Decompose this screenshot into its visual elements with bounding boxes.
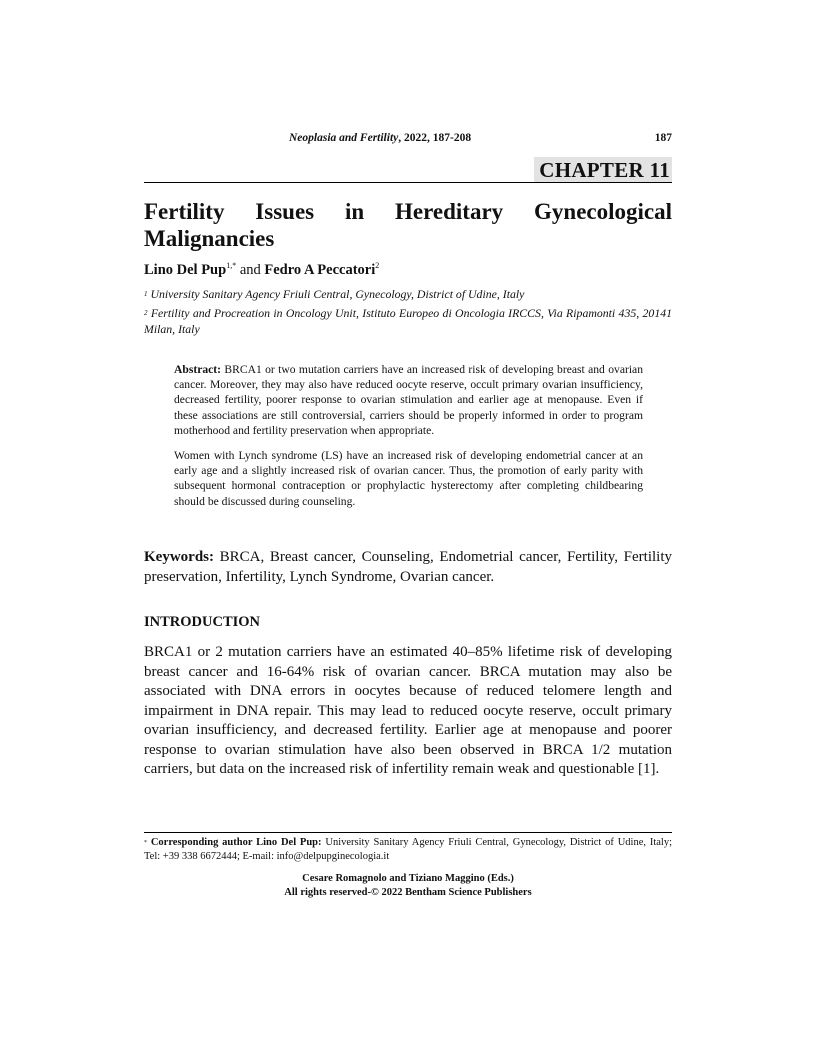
author-connector: and <box>236 262 265 278</box>
author-superscript: 2 <box>375 261 380 270</box>
journal-citation-details: , 2022, 187-208 <box>398 132 472 144</box>
journal-name: Neoplasia and Fertility <box>289 132 399 144</box>
abstract-text: BRCA1 or two mutation carriers have an increased risk of developing breast and ovarian cancer. Moreover, they may also have reduced oocyte reserve, occult primary ovarian insufficiency, decreased fertility, poorer response to ovarian stimulation and earlier age at menopause. Even if these associations are still controversial, carriers should be properly informed in order to program motherhood and fertility preservation when appropriate. <box>174 363 643 437</box>
author-name: Fedro A Peccatori <box>264 262 376 278</box>
keywords <box>144 548 672 587</box>
abstract <box>174 362 643 519</box>
keywords-text: BRCA, Breast cancer, Counseling, Endometrial cancer, Fertility, Fertility preservation, Infertility, Lynch Syndrome, Ovarian cancer. <box>144 549 672 585</box>
header-rule <box>144 182 672 183</box>
affiliation-number: 2 <box>144 309 148 317</box>
chapter-label-container <box>534 157 672 182</box>
affiliation <box>144 286 672 302</box>
footnote-text: University Sanitary Agency Friuli Central, Gynecology, District of Udine, Italy; Tel: +39 338 6672444; E-mail: info@delpupginecologia.it <box>144 837 672 862</box>
footnote-label: Corresponding author Lino Del Pup: <box>150 837 322 848</box>
abstract-label: Abstract: <box>174 363 222 376</box>
footnote-marker: * <box>144 840 147 846</box>
affiliation-number: 1 <box>144 290 148 298</box>
body-paragraph: BRCA1 or 2 mutation carriers have an estimated 40–85% lifetime risk of developing breast cancer and 16-64% risk of ovarian cancer. BRCA mutation may also be associated with DNA errors in oocytes because of reduced telomere length and impairment in DNA repair. This may lead to reduced oocyte reserve, occult primary ovarian insufficiency, and decreased fertility. Earlier age at menopause and poorer response to ovarian stimulation have also been observed in BRCA 1/2 mutation carriers, but data on the increased risk of infertility remain weak and questionable [1]. <box>144 644 672 777</box>
affiliation-text: Fertility and Procreation in Oncology Unit, Istituto Europeo di Oncologia IRCCS, Via Ripamonti 435, 20141 Milan, Italy <box>144 306 673 336</box>
abstract-paragraph <box>174 362 643 438</box>
abstract-paragraph: Women with Lynch syndrome (LS) have an increased risk of developing endometrial cancer at an early age and a slightly increased risk of ovarian cancer. Thus, the promotion of early parity with subsequent hormonal contraception or prophylactic hysterectomy after completing childbearing should be discussed during counseling. <box>174 449 643 508</box>
affiliation-text: University Sanitary Agency Friuli Central, Gynecology, District of Udine, Italy <box>150 287 525 301</box>
affiliation <box>144 305 672 337</box>
footnote <box>144 836 672 864</box>
keywords-label: Keywords: <box>144 549 214 565</box>
section-heading: INTRODUCTION <box>144 614 261 630</box>
editors-line: Cesare Romagnolo and Tiziano Maggino (Eds.) <box>302 873 514 884</box>
introduction-body <box>144 643 672 780</box>
chapter-label: CHAPTER 11 <box>534 157 672 182</box>
author-name: Lino Del Pup <box>144 262 227 278</box>
chapter-title: Fertility Issues in Hereditary Gynecological Malignancies <box>144 199 672 251</box>
author-superscript: 1,* <box>226 261 237 270</box>
colophon <box>144 872 672 899</box>
page-number: 187 <box>654 132 672 144</box>
rights-line: All rights reserved-© 2022 Bentham Science Publishers <box>284 886 532 898</box>
journal-citation <box>289 132 471 144</box>
author-line <box>144 262 379 279</box>
footnote-rule <box>144 832 672 833</box>
